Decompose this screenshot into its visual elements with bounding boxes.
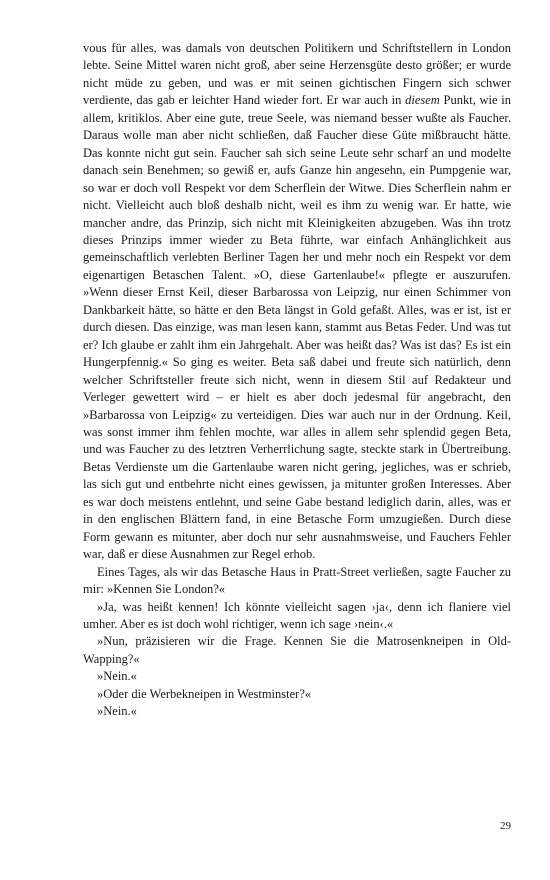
page-number: 29 xyxy=(500,820,511,832)
paragraph: Eines Tages, als wir das Betasche Haus in Pratt-Street verließen, sagte Faucher zu mir: »Kennen Sie London?« xyxy=(83,564,511,597)
paragraph: »Nein.« xyxy=(97,704,137,719)
paragraph: »Nein.« xyxy=(97,669,137,684)
paragraph: »Nun, präzisieren wir die Frage. Kennen Sie die Matrosenkneipen in Old-Wapping?« xyxy=(83,634,511,666)
paragraph: »Oder die Werbekneipen in Westminster?« xyxy=(97,686,312,701)
body-text xyxy=(83,40,511,721)
paragraph: vous für alles, was damals von deutschen Politikern und Schriftstellern in London lebte. Seine Mittel waren nicht groß, aber seine Herzensgüte desto größer; er wurde nicht müde zu geben, und was er mit seinen gichtischen Fingern sich schwer verdiente, das gab er leichter Hand wieder fort. Er war auch in diesem Punkt, wie in allem, kritiklos. Aber eine gute, treue Seele, was niemand besser wußte als Faucher. Daraus wolle man aber nicht schließen, daß Faucher diese Güte mißbraucht hätte. Das konnte nicht gut sein. Faucher sah sich seine Leute sehr scharf an und modelte danach sein Benehmen; so gewiß er, aufs Ganze hin angesehn, ein Pumpgenie war, so war er doch voll Respekt vor dem Scherflein der Witwe. Dies Scherflein nahm er nicht. Vielleicht auch bloß deshalb nicht, weil es ihm zu wenig war. Er hatte, wie mancher andre, das Prinzip, sich nicht mit Kleinigkeiten abzugeben. Was ihn trotz dieses Prinzips immer wieder zu Beta führte, war einfach Anhänglichkeit aus gemeinschaftlich verlebten Berliner Tagen her und mehr noch ein Respekt vor dem eigenartigen Betaschen Talent. »O, diese Gartenlaube!« pflegte er auszurufen. »Wenn dieser Ernst Keil, dieser Barbarossa von Leipzig, nur einen Schimmer von Dankbarkeit hätte, so hätte er den Beta längst in Gold gefaßt. Alles, was er ist, ist er durch diesen. Das einzige, was man lesen kann, stammt aus Betas Feder. Und was tut er? Ich glaube er zahlt ihm ein Jahrgehalt. Aber was heißt das? Was ist das? Es ist ein Hungerpfennig.« So ging es weiter. Beta saß dabei und freute sich natürlich, denn welcher Schriftsteller freute sich nicht, wenn in diesem Stil auf Redakteur und Verleger gewettert wird – er hielt es aber doch jedesmal für angebracht, den »Barbarossa von Leipzig« zu verteidigen. Dies war auch nur in der Ordnung. Keil, was sonst immer ihm fehlen mochte, war alles in allem sehr splendid gegen Beta, und was Faucher zu des letztren Verherrlichung sagte, steckte stark in Übertreibung. Betas Verdienste um die Gartenlaube waren nicht gering, jegliches, was er schrieb, las sich gut und entbehrte nicht eines gewissen, ja mitunter großen Interesses. Aber es war doch meistens entlehnt, und seine Gabe bestand lediglich darin, alles, was er in den englischen Blättern fand, in eine Betasche Form umzugießen. Durch diese Form gewann es mitunter, aber doch nur sehr ausnahmsweise, und Fauchers Fehler war, daß er diese Ausnahmen zur Regel erhob. xyxy=(83,41,511,562)
paragraph: »Ja, was heißt kennen! Ich könnte vielleicht sagen ›ja‹, denn ich flaniere viel umher. Aber es ist doch wohl richtiger, wenn ich sage ›nein‹.« xyxy=(83,599,511,631)
emphasis: diesem xyxy=(405,93,440,108)
